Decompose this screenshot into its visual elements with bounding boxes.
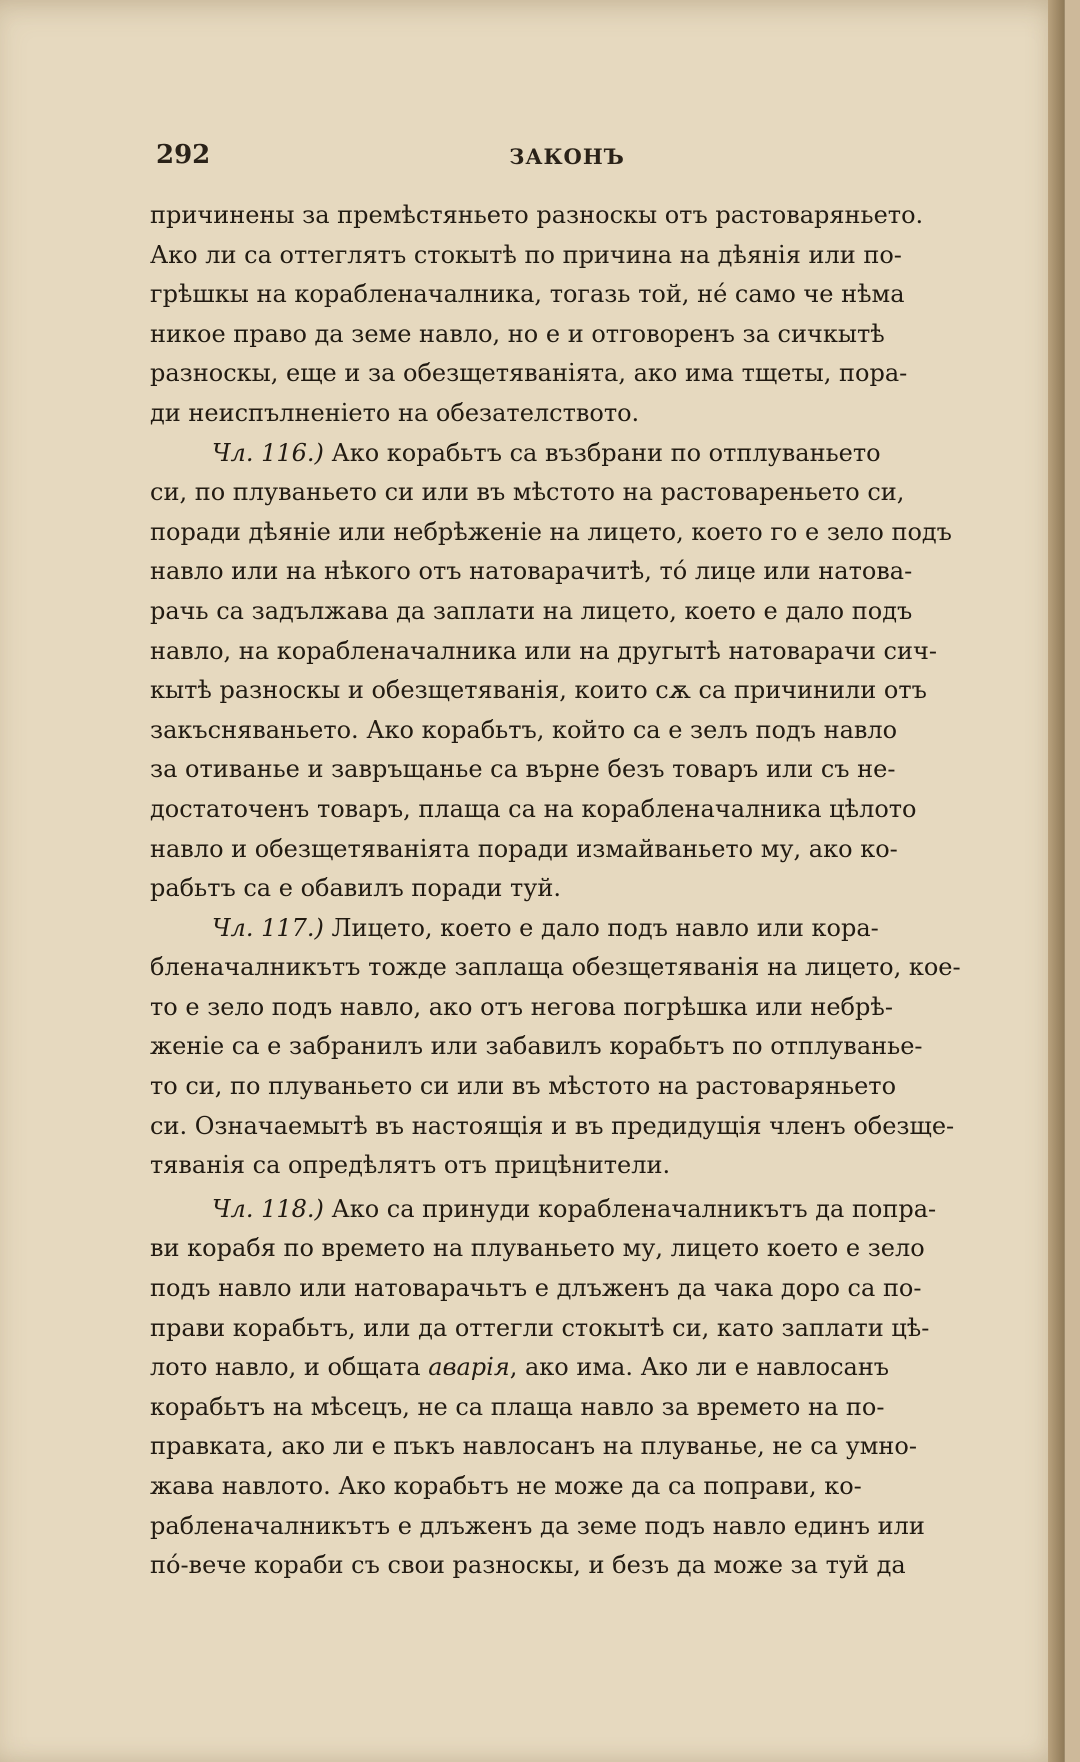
text-line: разноскы, еще и за обезщетяваніята, ако има тщеты, пора- [150, 359, 908, 388]
article-117-label: Чл. 117.) [212, 913, 324, 942]
text-line: рабьтъ са е обавилъ поради туй. [150, 874, 561, 903]
article-116-label: Чл. 116.) [212, 438, 324, 467]
article-117-first-line [150, 909, 984, 949]
text-line: ди неиспълненіето на обезателството. [150, 398, 640, 427]
text-line: ви корабя по времето на плуваньето му, лицето което е зело [150, 1234, 925, 1263]
text-line: причинены за премѣстяньето разноскы отъ растоваряньето. [150, 201, 924, 229]
text-line: Ако са принуди корабленачалникътъ да попра- [331, 1194, 937, 1223]
text-line: навло или на нѣкого отъ натоварачитѣ, тó лице или натова- [150, 557, 913, 586]
term-avaria: аварія [428, 1353, 510, 1382]
text-line: никое право да земе навло, но е и отговоренъ за сичкытѣ [150, 319, 885, 348]
text-line: грѣшкы на корабленачалника, тогазь той, нé само че нѣма [150, 280, 905, 309]
text-line: си. Означаемытѣ въ настоящія и въ предидущія членъ обезще- [150, 1111, 955, 1140]
text-line: бленачалникътъ тожде заплаща обезщетяванія на лицето, кое- [150, 953, 961, 982]
text-line: навло, на корабленачалника или на другытѣ натоварачи сич- [150, 636, 937, 665]
text-line: рачь са задължава да заплати на лицето, което е дало подъ [150, 596, 913, 625]
text-line: за отиванье и завръщанье са върне безъ товаръ или съ не- [150, 755, 896, 784]
text-line-with-term [150, 1348, 984, 1388]
text-line: Ако ли са оттеглятъ стокытѣ по причина на дѣянія или по- [150, 240, 902, 269]
article-118-label: Чл. 118.) [212, 1194, 324, 1223]
page-header [156, 140, 978, 180]
text-line: Лицето, което е дало подъ навло или кора- [331, 913, 879, 942]
text-line: жава навлото. Ако корабьтъ не може да са поправи, ко- [150, 1472, 862, 1500]
body-text [150, 196, 984, 1586]
text-line: си, по плуваньето си или въ мѣстото на растовареньето си, [150, 478, 905, 507]
text-fragment: , ако има. Ако ли е навлосанъ [509, 1353, 890, 1382]
page-number: 292 [156, 140, 211, 170]
text-line: то е зело подъ навло, ако отъ негова погрѣшка или небрѣ- [150, 992, 893, 1021]
text-line: навло и обезщетяваніята поради измайваньето му, ако ко- [150, 834, 898, 863]
text-line: достаточенъ товаръ, плаща са на корабленачалника цѣлото [150, 794, 917, 823]
text-line: тяванія са опредѣлятъ отъ прицѣнители. [150, 1151, 671, 1180]
text-line: рабленачалникътъ е длъженъ да земе подъ навло единъ или [150, 1511, 925, 1540]
text-line: подъ навло или натоварачьтъ е длъженъ да чака доро са по- [150, 1274, 922, 1303]
text-line: закъсняваньето. Ако корабьтъ, който са е зелъ подъ навло [150, 715, 898, 744]
text-line: правката, ако ли е пъкъ навлосанъ на плуванье, не са умно- [150, 1432, 917, 1461]
text-line: то си, по плуваньето си или въ мѣстото на растоваряньето [150, 1072, 897, 1101]
text-line: прави корабьтъ, или да оттегли стокытѣ си, като заплати цѣ- [150, 1313, 930, 1342]
text-fragment: лото навло, и общата [150, 1353, 421, 1382]
text-line: поради дѣяніе или небрѣженіе на лицето, което го е зело подъ [150, 517, 952, 546]
running-title: ЗАКОНЪ [509, 144, 625, 169]
text-line: Ако корабьтъ са възбрани по отплуваньето [331, 438, 881, 467]
page-edge [1048, 0, 1064, 1762]
text-line: кытѣ разноскы и обезщетяванія, които сѫ са причинили отъ [150, 676, 927, 705]
article-116-first-line [150, 434, 984, 474]
text-line: пó-вече кораби съ свои разноскы, и безъ да може за туй да [150, 1551, 906, 1580]
text-line: корабьтъ на мѣсецъ, не са плаща навло за времето на по- [150, 1392, 885, 1421]
text-line: женіе са е забранилъ или забавилъ корабьтъ по отплуванье- [150, 1032, 923, 1061]
article-118-first-line [150, 1190, 984, 1230]
